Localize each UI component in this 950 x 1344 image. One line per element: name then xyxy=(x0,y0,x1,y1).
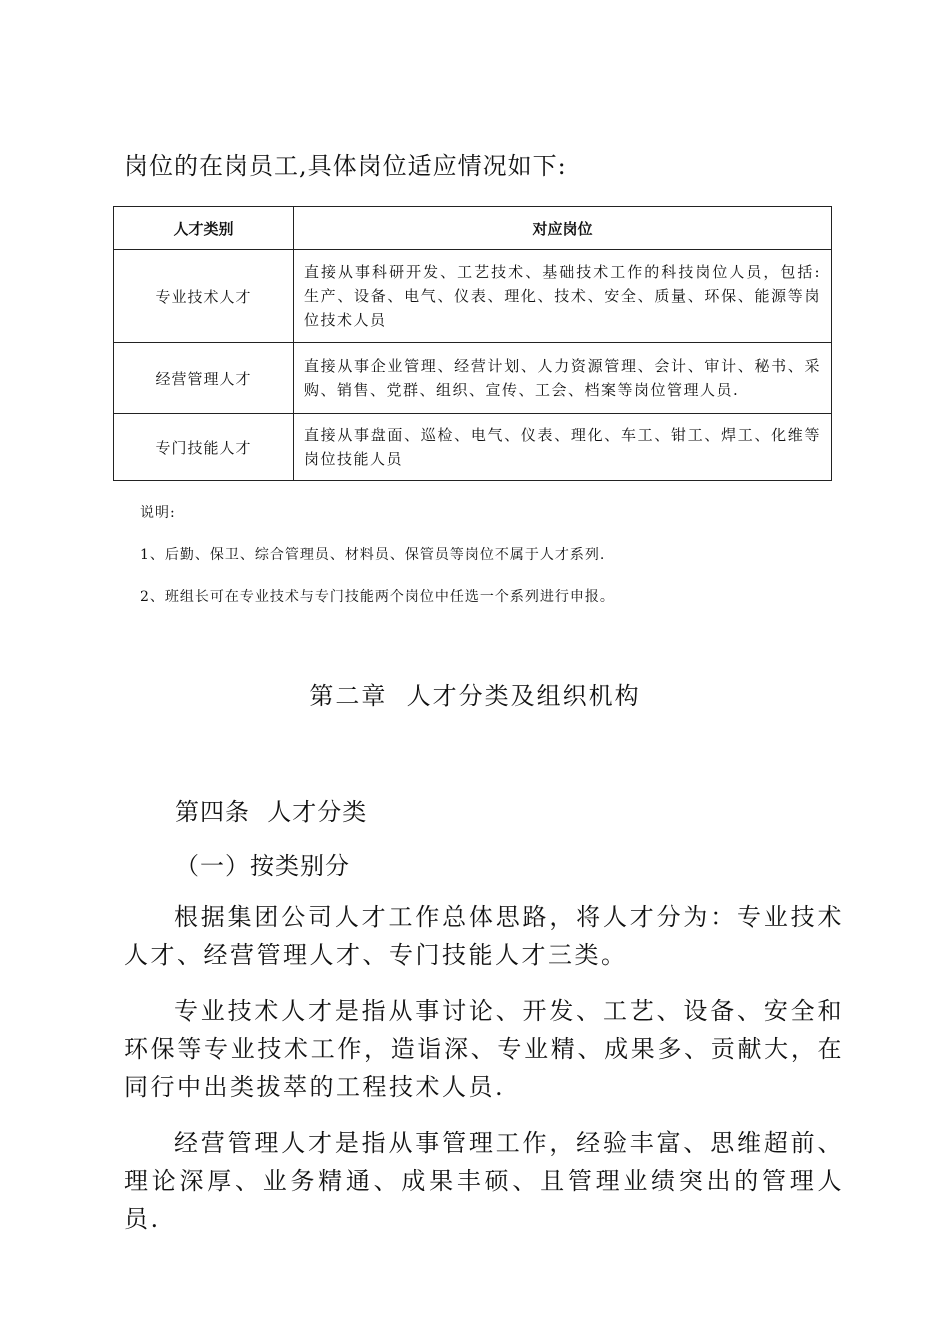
positions-cell: 直接从事科研开发、工艺技术、基础技术工作的科技岗位人员，包括:生产、设备、电气、仪表、理化、技术、安全、质量、环保、能源等岗位技术人员 xyxy=(294,250,832,343)
positions-cell: 直接从事盘面、巡检、电气、仪表、理化、车工、钳工、焊工、化维等岗位技能人员 xyxy=(294,414,832,481)
header-category: 人才类别 xyxy=(114,207,294,250)
table-header-row xyxy=(114,207,832,250)
table-row xyxy=(114,343,832,414)
notes-title: 说明: xyxy=(140,505,176,521)
subsection-heading: （一）按类别分 xyxy=(175,852,350,880)
category-cell: 经营管理人才 xyxy=(114,343,294,414)
body-paragraph: 根据集团公司人才工作总体思路，将人才分为：专业技术人才、经营管理人才、专门技能人才三类。 xyxy=(124,903,844,969)
note-item: 1、后勤、保卫、综合管理员、材料员、保管员等岗位不属于人才系列. xyxy=(140,547,606,563)
category-cell: 专业技术人才 xyxy=(114,250,294,343)
talent-category-table xyxy=(113,206,832,481)
header-positions: 对应岗位 xyxy=(294,207,832,250)
article-heading: 第四条 人才分类 xyxy=(175,798,368,826)
category-cell: 专门技能人才 xyxy=(114,414,294,481)
note-item: 2、班组长可在专业技术与专门技能两个岗位中任选一个系列进行申报。 xyxy=(140,589,615,605)
body-paragraph: 专业技术人才是指从事讨论、开发、工艺、设备、安全和环保等专业技术工作，造诣深、专业精、成果多、贡献大，在同行中出类拔萃的工程技术人员. xyxy=(124,997,844,1101)
table-row xyxy=(114,250,832,343)
positions-cell: 直接从事企业管理、经营计划、人力资源管理、会计、审计、秘书、采购、销售、党群、组织、宣传、工会、档案等岗位管理人员. xyxy=(294,343,832,414)
intro-text: 岗位的在岗员工,具体岗位适应情况如下: xyxy=(124,152,567,180)
body-paragraph: 经营管理人才是指从事管理工作，经验丰富、思维超前、理论深厚、业务精通、成果丰硕、且管理业绩突出的管理人员. xyxy=(124,1129,844,1233)
table-row xyxy=(114,414,832,481)
chapter-heading: 第二章 人才分类及组织机构 xyxy=(309,682,641,710)
